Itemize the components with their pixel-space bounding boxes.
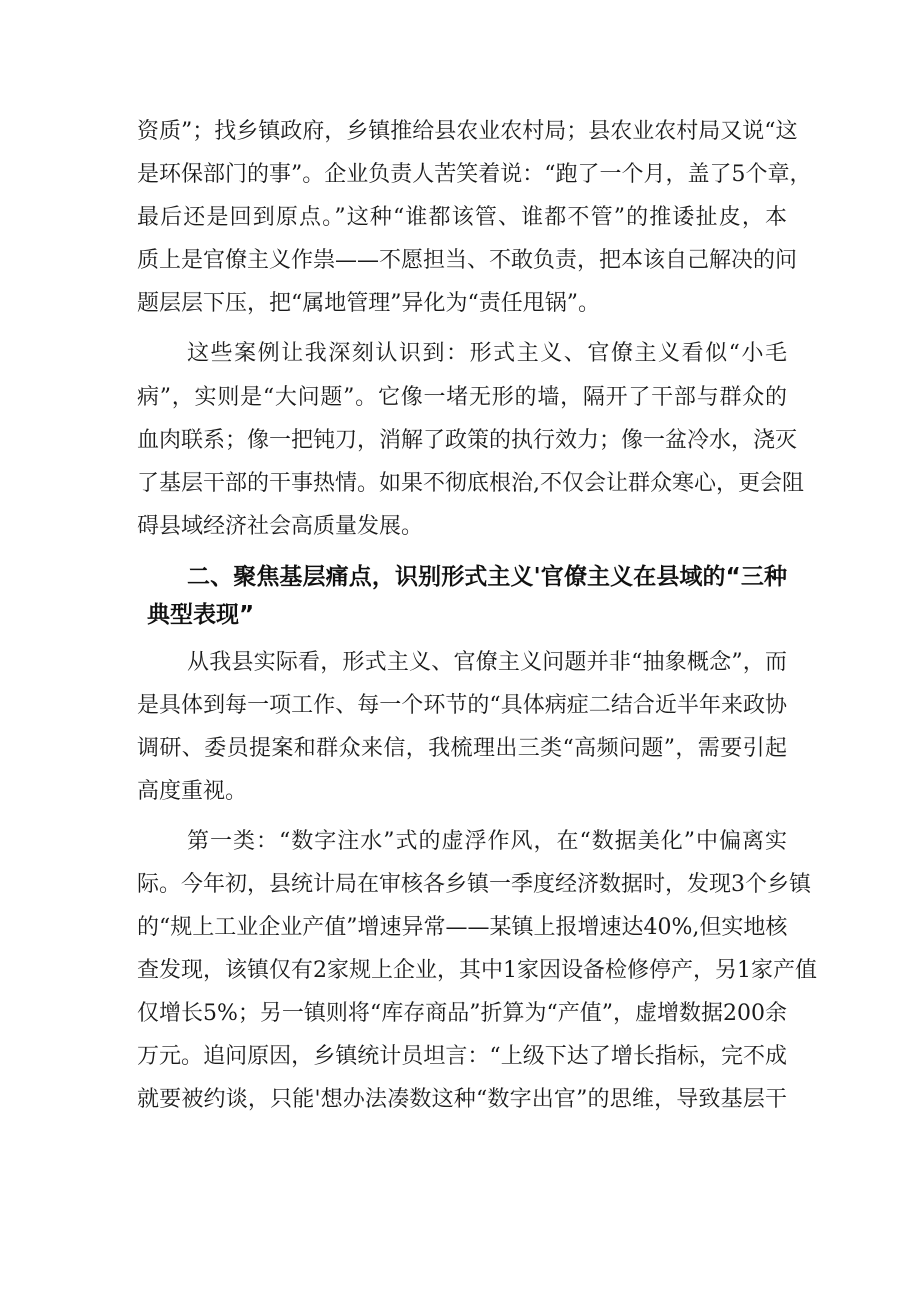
paragraph-line: 的“规上工业企业产值”增速异常——某镇上报增速达40%,但实地核 (137, 915, 788, 940)
paragraph-line: 调研、委员提案和群众来信，我梳理出三类“高频问题”，需要引起 (137, 736, 787, 761)
paragraph-line: 了基层干部的干事热情。如果不彻底根治,不仅会让群众寒心，更会阻 (137, 471, 804, 496)
paragraph-line: 万元。追问原因，乡镇统计员坦言：“上级下达了增长指标，完不成 (137, 1044, 787, 1069)
paragraph-line: 最后还是回到原点。”这种“谁都该管、谁都不管”的推诿扯皮，本 (137, 205, 787, 230)
paragraph-line: 际。今年初，县统计局在审核各乡镇一季度经济数据时，发现3个乡镇 (137, 872, 811, 897)
section-heading: 典型表现” (147, 602, 255, 628)
paragraph-line: 病”，实则是“大问题”。它像一堵无形的墙，隔开了干部与群众的 (137, 385, 787, 410)
paragraph-line: 是环保部门的事”。企业负责人苦笑着说：“跑了一个月，盖了5个章， (137, 162, 812, 187)
paragraph-line: 从我县实际看，形式主义、官僚主义问题并非“抽象概念”，而 (187, 650, 787, 675)
paragraph-line: 资质”；找乡镇政府，乡镇推给县农业农村局；县农业农村局又说“这 (137, 119, 798, 144)
section-heading: 二、聚焦基层痛点，识别形式主义'官僚主义在县域的“三种 (187, 564, 787, 590)
paragraph-line: 第一类：“数字注水”式的虚浮作风，在“数据美化”中偏离实 (187, 829, 787, 854)
paragraph-line: 这些案例让我深刻认识到：形式主义、官僚主义看似“小毛 (187, 341, 787, 366)
paragraph-line: 是具体到每一项工作、每一个环节的“具体病症二结合近半年来政协 (137, 693, 787, 718)
paragraph-line: 血肉联系；像一把钝刀，消解了政策的执行效力；像一盆冷水，浇灭 (137, 428, 798, 453)
paragraph-line: 查发现，该镇仅有2家规上企业，其中1家因设备检修停产，另1家产值 (137, 958, 817, 983)
paragraph-line: 仅增长5%；另一镇则将“库存商品”折算为“产值”，虚增数据200余 (137, 1001, 787, 1026)
paragraph-line: 就要被约谈，只能'想办法凑数这种“数字出官”的思维，导致基层干 (137, 1087, 787, 1112)
paragraph-line: 碍县域经济社会高质量发展。 (137, 514, 424, 539)
paragraph-line: 题层层下压，把“属地管理”异化为“责任甩锅”。 (137, 291, 600, 316)
paragraph-line: 高度重视。 (137, 779, 248, 804)
paragraph-line: 质上是官僚主义作祟——不愿担当、不敢负责，把本该自己解决的问 (137, 248, 798, 273)
